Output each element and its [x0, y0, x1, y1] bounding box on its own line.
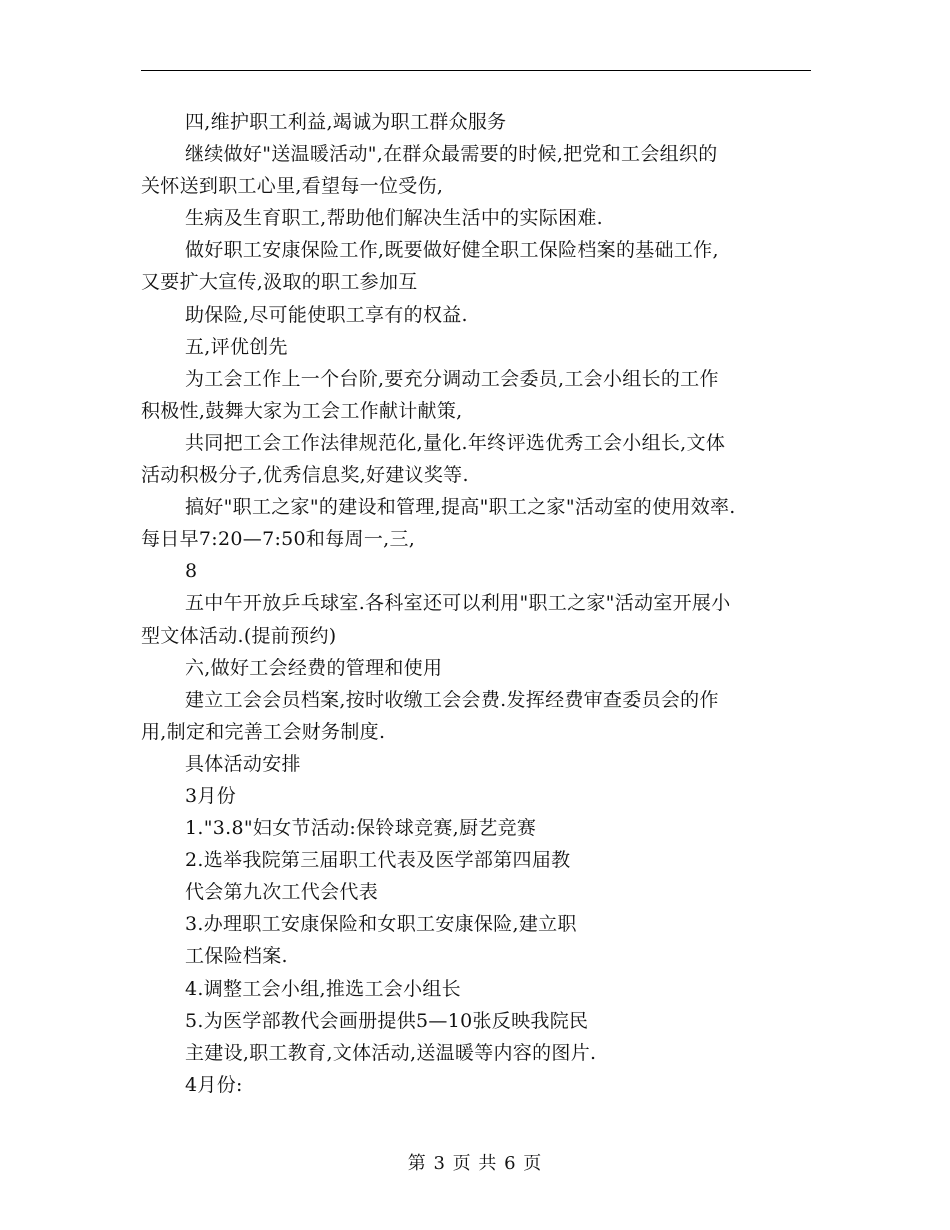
text-line: 继续做好"送温暖活动",在群众最需要的时候,把党和工会组织的: [185, 143, 718, 166]
text-line: 主建设,职工教育,文体活动,送温暖等内容的图片.: [185, 1041, 597, 1064]
document-body: [141, 106, 811, 1101]
text-line: 4月份:: [185, 1073, 243, 1096]
text-line: 5.为医学部教代会画册提供5—10张反映我院民: [185, 1009, 589, 1032]
text-line: 做好职工安康保险工作,既要做好健全职工保险档案的基础工作,: [185, 239, 719, 262]
text-line: 四,维护职工利益,竭诚为职工群众服务: [185, 111, 507, 133]
text-line: 五中午开放乒乓球室.各科室还可以利用"职工之家"活动室开展小: [185, 592, 731, 615]
text-line: 搞好"职工之家"的建设和管理,提高"职工之家"活动室的使用效率.: [185, 496, 736, 519]
text-line: 8: [185, 560, 198, 583]
header-rule: [141, 70, 811, 71]
text-line: 关怀送到职工心里,看望每一位受伤,: [141, 175, 444, 198]
text-line: 五,评优创先: [185, 335, 288, 358]
text-line: 每日早7:20—7:50和每周一,三,: [141, 528, 416, 551]
text-line: 2.选举我院第三届职工代表及医学部第四届教: [185, 849, 571, 872]
text-line: 3月份: [185, 784, 236, 807]
text-line: 3.办理职工安康保险和女职工安康保险,建立职: [185, 913, 577, 936]
text-line: 1."3.8"妇女节活动:保铃球竞赛,厨艺竞赛: [185, 817, 537, 840]
text-line: 代会第九次工代会代表: [185, 881, 379, 904]
text-line: 助保险,尽可能使职工享有的权益.: [185, 303, 468, 326]
text-line: 活动积极分子,优秀信息奖,好建议奖等.: [141, 464, 469, 487]
text-line: 具体活动安排: [185, 752, 301, 775]
text-line: 六,做好工会经费的管理和使用: [185, 656, 443, 679]
page-number: 第 3 页 共 6 页: [407, 1153, 543, 1174]
text-line: 为工会工作上一个台阶,要充分调动工会委员,工会小组长的工作: [185, 367, 719, 390]
text-line: 工保险档案.: [185, 945, 288, 968]
text-line: 4.调整工会小组,推选工会小组长: [185, 977, 461, 1000]
text-line: 积极性,鼓舞大家为工会工作献计献策,: [141, 399, 463, 422]
text-line: 型文体活动.(提前预约): [141, 624, 337, 647]
text-line: 生病及生育职工,帮助他们解决生活中的实际困难.: [185, 207, 603, 230]
text-line: 共同把工会工作法律规范化,量化.年终评选优秀工会小组长,文体: [185, 431, 726, 454]
text-line: 建立工会会员档案,按时收缴工会会费.发挥经费审查委员会的作: [185, 688, 719, 711]
text-line: 又要扩大宣传,汲取的职工参加互: [141, 271, 418, 294]
text-line: 用,制定和完善工会财务制度.: [141, 720, 386, 743]
